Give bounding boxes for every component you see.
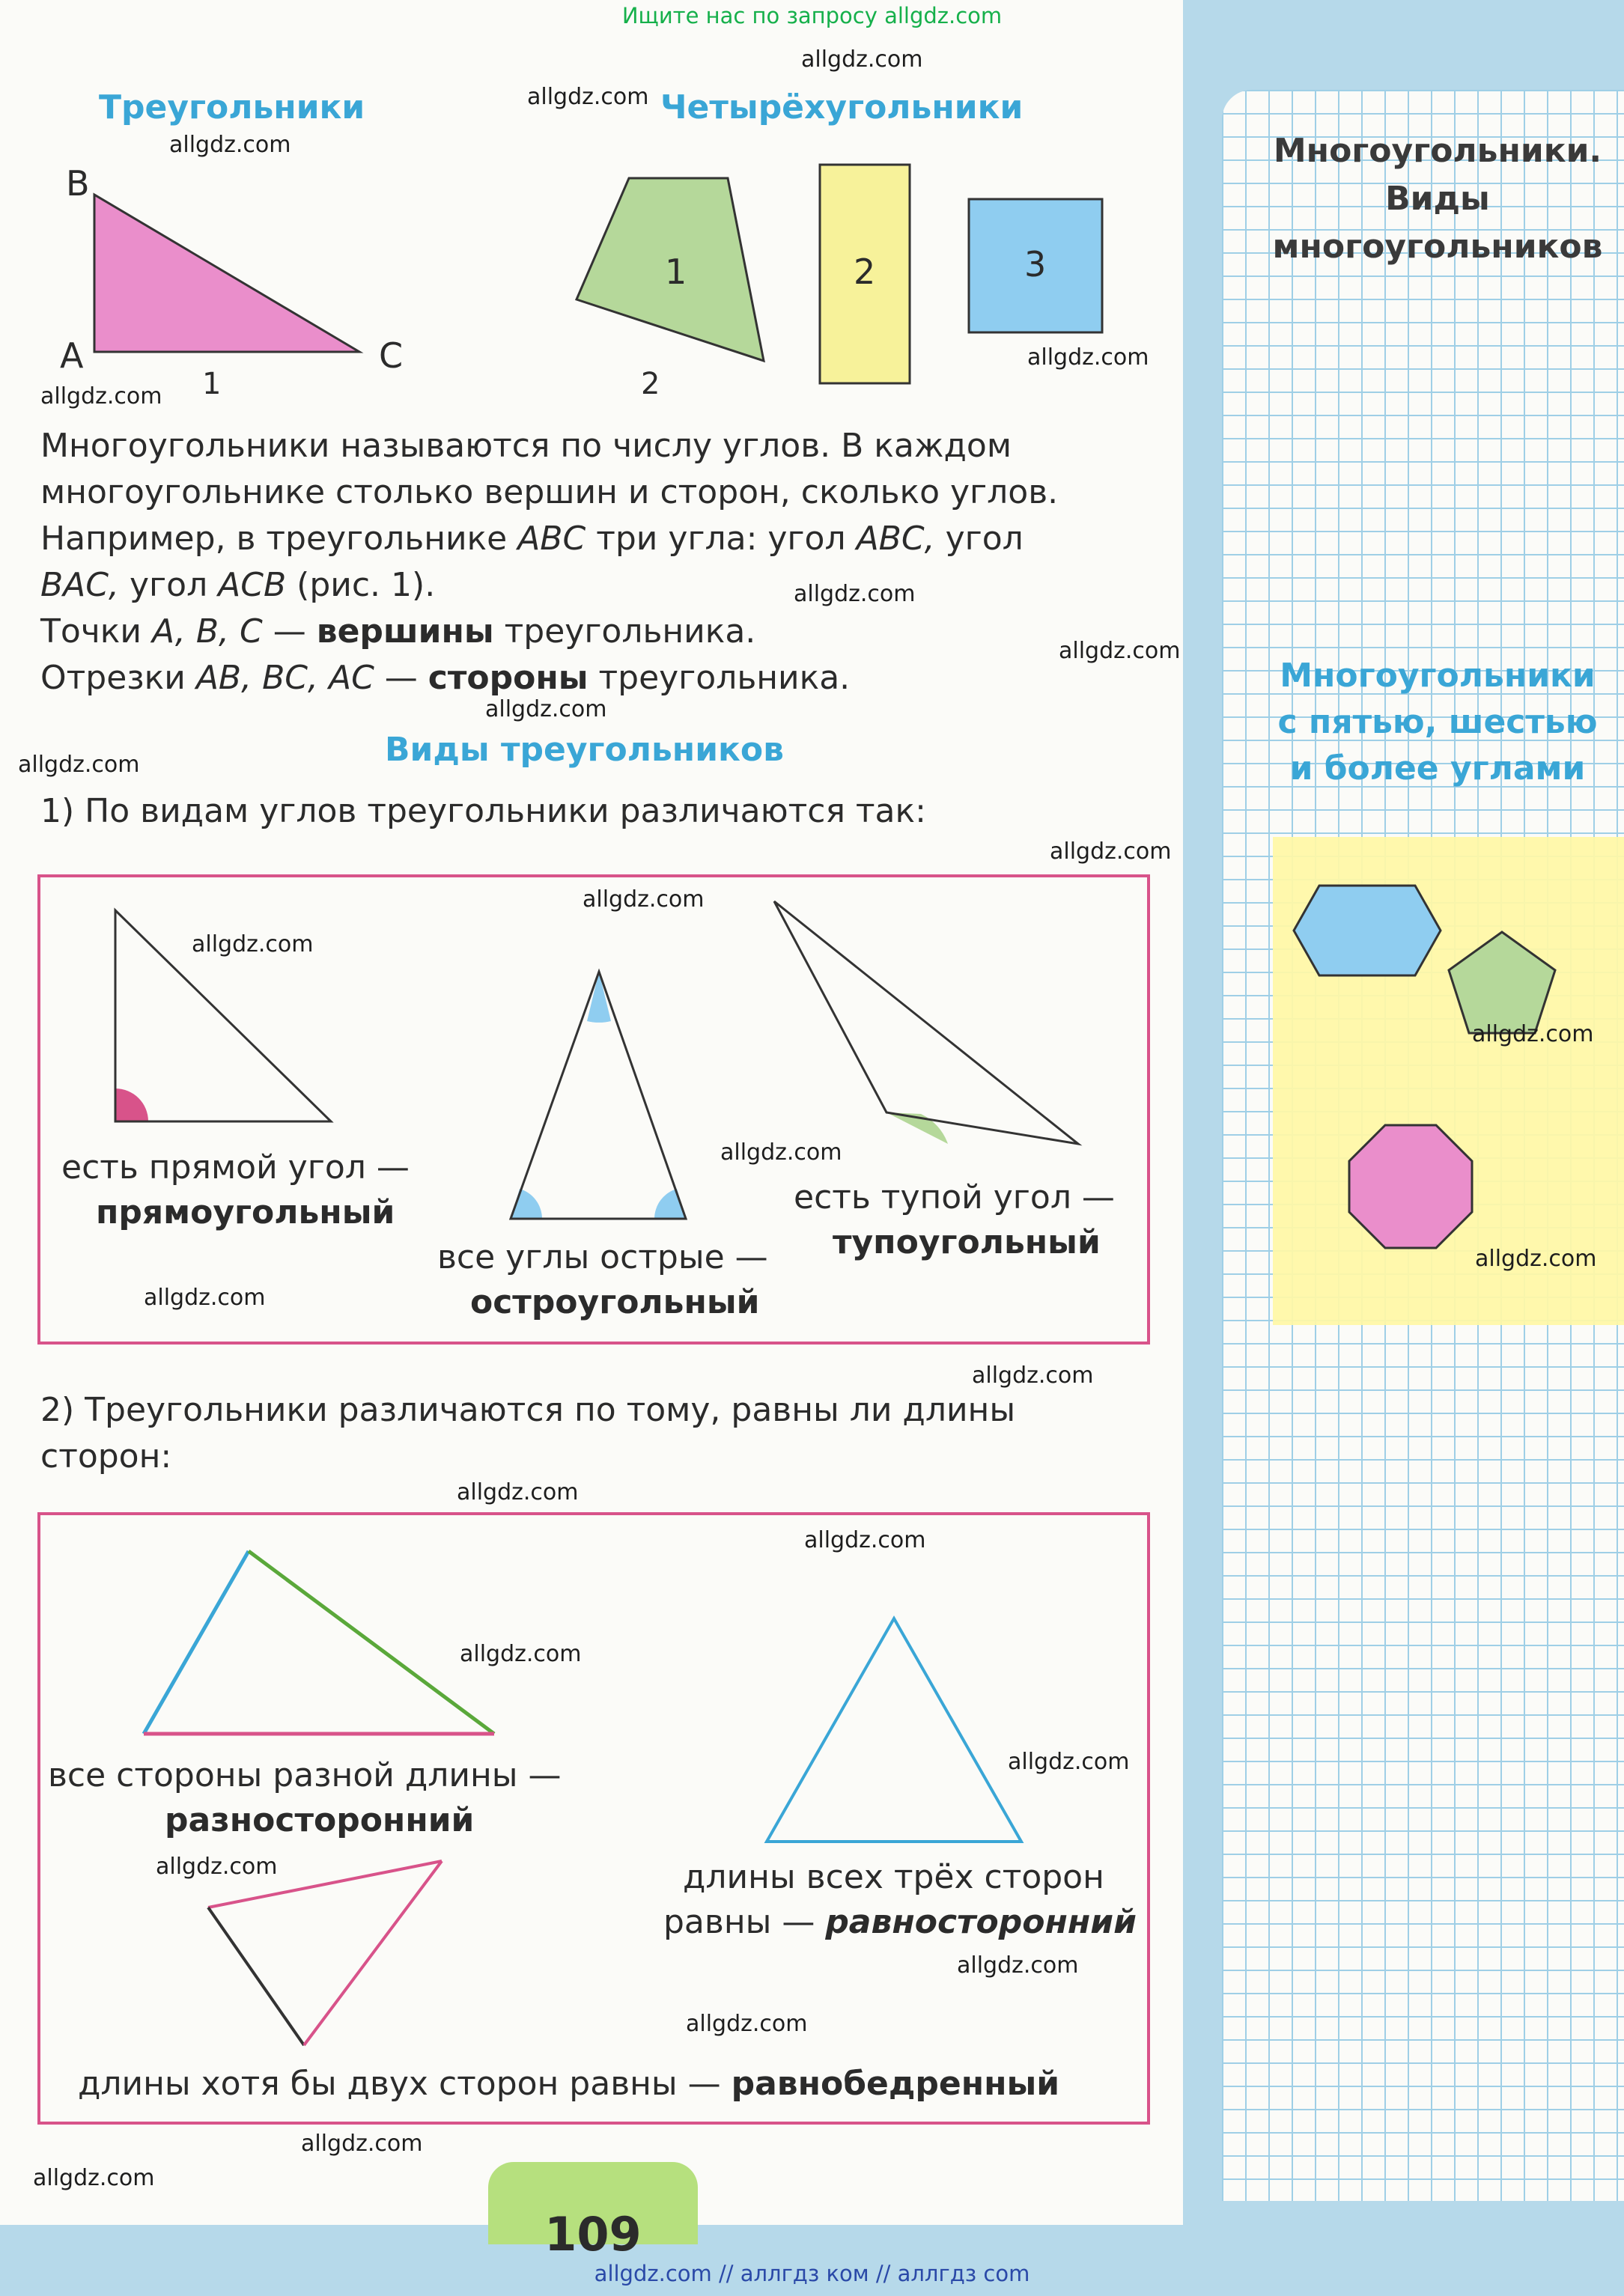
- watermark: allgdz.com: [801, 46, 923, 73]
- triangle-types-heading: Виды треугольников: [385, 731, 784, 769]
- side-subtitle-line-1: Многоугольники: [1280, 657, 1596, 695]
- isosceles-text: [78, 2065, 1059, 2103]
- watermark: allgdz.com: [1027, 344, 1149, 371]
- side-subtitle: [1243, 653, 1624, 792]
- by-angles-intro: 1) По видам углов треугольники различаются так:: [40, 792, 926, 830]
- isosceles-text-a: длины хотя бы двух сторон равны —: [78, 2065, 732, 2103]
- watermark: allgdz.com: [527, 84, 649, 110]
- watermark: allgdz.com: [301, 2131, 423, 2157]
- right-angle-mark: [115, 1088, 148, 1121]
- para-line-3-d: ABC,: [856, 520, 935, 558]
- isosceles-side-1: [208, 1907, 304, 2045]
- para-line-6-e: треугольника.: [588, 659, 851, 697]
- side-title-line-1: Многоугольники.: [1273, 132, 1602, 170]
- footer-links[interactable]: allgdz.com // аллгдз ком // аллгдз com: [594, 2261, 1030, 2286]
- watermark: allgdz.com: [583, 886, 705, 913]
- obtuse-triangle: [774, 901, 1078, 1144]
- side-subtitle-line-2: с пятью, шестью: [1277, 703, 1598, 741]
- side-subtitle-line-3: и более углами: [1289, 749, 1586, 788]
- watermark: allgdz.com: [794, 581, 916, 607]
- watermark: allgdz.com: [144, 1285, 266, 1311]
- para-line-3-c: три угла: угол: [586, 520, 857, 558]
- watermark: allgdz.com: [1059, 638, 1181, 664]
- quad-3-number: 3: [1024, 244, 1047, 284]
- quad-2-number: 2: [854, 252, 876, 292]
- watermark: allgdz.com: [485, 696, 607, 722]
- watermark: allgdz.com: [18, 752, 140, 778]
- para-line-6-b: AB, BC, AC: [195, 659, 374, 697]
- top-banner[interactable]: Ищите нас по запросу allgdz.com: [621, 3, 1003, 28]
- right-triangle-text: есть прямой угол —: [61, 1148, 410, 1187]
- page-number: 109: [544, 2207, 642, 2262]
- octagon: [1349, 1125, 1472, 1248]
- quad-1-number: 1: [665, 252, 687, 292]
- watermark: allgdz.com: [33, 2165, 155, 2191]
- right-triangle-name: прямоугольный: [96, 1193, 395, 1231]
- watermark: allgdz.com: [1475, 1246, 1597, 1272]
- scalene-name: разносторонний: [165, 1801, 475, 1839]
- vertex-a-label: A: [60, 335, 84, 376]
- watermark: allgdz.com: [460, 1641, 582, 1667]
- pentagon: [1449, 932, 1555, 1033]
- watermark: allgdz.com: [972, 1362, 1094, 1389]
- watermark: allgdz.com: [1050, 838, 1172, 865]
- acute-triangle-text: все углы острые —: [437, 1238, 768, 1276]
- para-line-4: [40, 566, 435, 604]
- para-line-4-d: (рис. 1).: [286, 566, 436, 604]
- watermark: allgdz.com: [1008, 1749, 1130, 1775]
- top-figures: [0, 0, 1183, 419]
- para-line-2: многоугольнике столько вершин и сторон, сколько углов.: [40, 473, 1059, 511]
- para-line-3: [40, 520, 1024, 558]
- equilateral-text-1: длины всех трёх сторон: [683, 1858, 1104, 1896]
- watermark: allgdz.com: [169, 132, 291, 158]
- scalene-text: все стороны разной длины —: [48, 1756, 562, 1794]
- watermark: allgdz.com: [1472, 1021, 1594, 1047]
- side-title: [1243, 127, 1624, 271]
- acute-triangle-name: остроугольный: [470, 1283, 760, 1321]
- para-line-6-c: —: [374, 659, 428, 697]
- isosceles-side-2: [304, 1861, 442, 2045]
- scalene-side-blue: [144, 1551, 249, 1734]
- equilateral-text-2-a: равны —: [663, 1903, 826, 1941]
- obtuse-triangle-name: тупоугольный: [833, 1223, 1101, 1261]
- para-line-3-e: угол: [934, 520, 1024, 558]
- watermark: allgdz.com: [156, 1854, 278, 1880]
- triangles-heading: Треугольники: [99, 88, 365, 127]
- by-sides-intro-line-1: 2) Треугольники различаются по тому, равны ли длины: [40, 1391, 1016, 1429]
- vertex-b-label: B: [66, 163, 90, 204]
- para-line-4-b: угол: [119, 566, 219, 604]
- obtuse-triangle-text: есть тупой угол —: [794, 1178, 1115, 1216]
- para-line-1: Многоугольники называются по числу углов. В каждом: [40, 427, 1012, 465]
- by-sides-intro-line-2: сторон:: [40, 1437, 172, 1476]
- triangle-abc: [94, 195, 359, 352]
- term-sides: стороны: [428, 659, 589, 697]
- equilateral-text-2: [663, 1903, 1137, 1941]
- scalene-side-green: [249, 1551, 494, 1734]
- para-line-5-c: —: [262, 612, 317, 651]
- equilateral-triangle: [767, 1619, 1021, 1842]
- para-line-6-a: Отрезки: [40, 659, 196, 697]
- figure-2-caption: 2: [641, 367, 660, 401]
- watermark: allgdz.com: [457, 1479, 579, 1505]
- watermark: allgdz.com: [686, 2011, 808, 2037]
- para-line-3-a: Например, в треугольнике: [40, 520, 518, 558]
- para-line-3-b: ABC: [517, 520, 586, 558]
- side-title-line-3: многоугольников: [1272, 228, 1603, 266]
- watermark: allgdz.com: [192, 931, 314, 957]
- side-title-line-2: Виды: [1385, 180, 1490, 218]
- watermark: allgdz.com: [804, 1527, 926, 1553]
- equilateral-name: равносторонний: [825, 1903, 1137, 1941]
- para-line-5: [40, 612, 755, 651]
- para-line-6: [40, 659, 850, 697]
- para-line-4-a: BAC,: [40, 566, 119, 604]
- term-vertices: вершины: [316, 612, 494, 651]
- para-line-5-b: A, B, C: [151, 612, 263, 651]
- isosceles-name: равнобедренный: [731, 2065, 1060, 2103]
- para-line-5-e: треугольника.: [493, 612, 756, 651]
- para-line-5-a: Точки: [40, 612, 152, 651]
- para-line-4-c: ACB: [218, 566, 287, 604]
- watermark: allgdz.com: [957, 1952, 1079, 1979]
- figure-1-caption: 1: [202, 367, 222, 401]
- hexagon: [1294, 886, 1441, 975]
- quadrilaterals-heading: Четырёхугольники: [660, 88, 1024, 127]
- vertex-c-label: C: [379, 335, 404, 376]
- watermark: allgdz.com: [40, 383, 162, 409]
- watermark: allgdz.com: [720, 1139, 842, 1166]
